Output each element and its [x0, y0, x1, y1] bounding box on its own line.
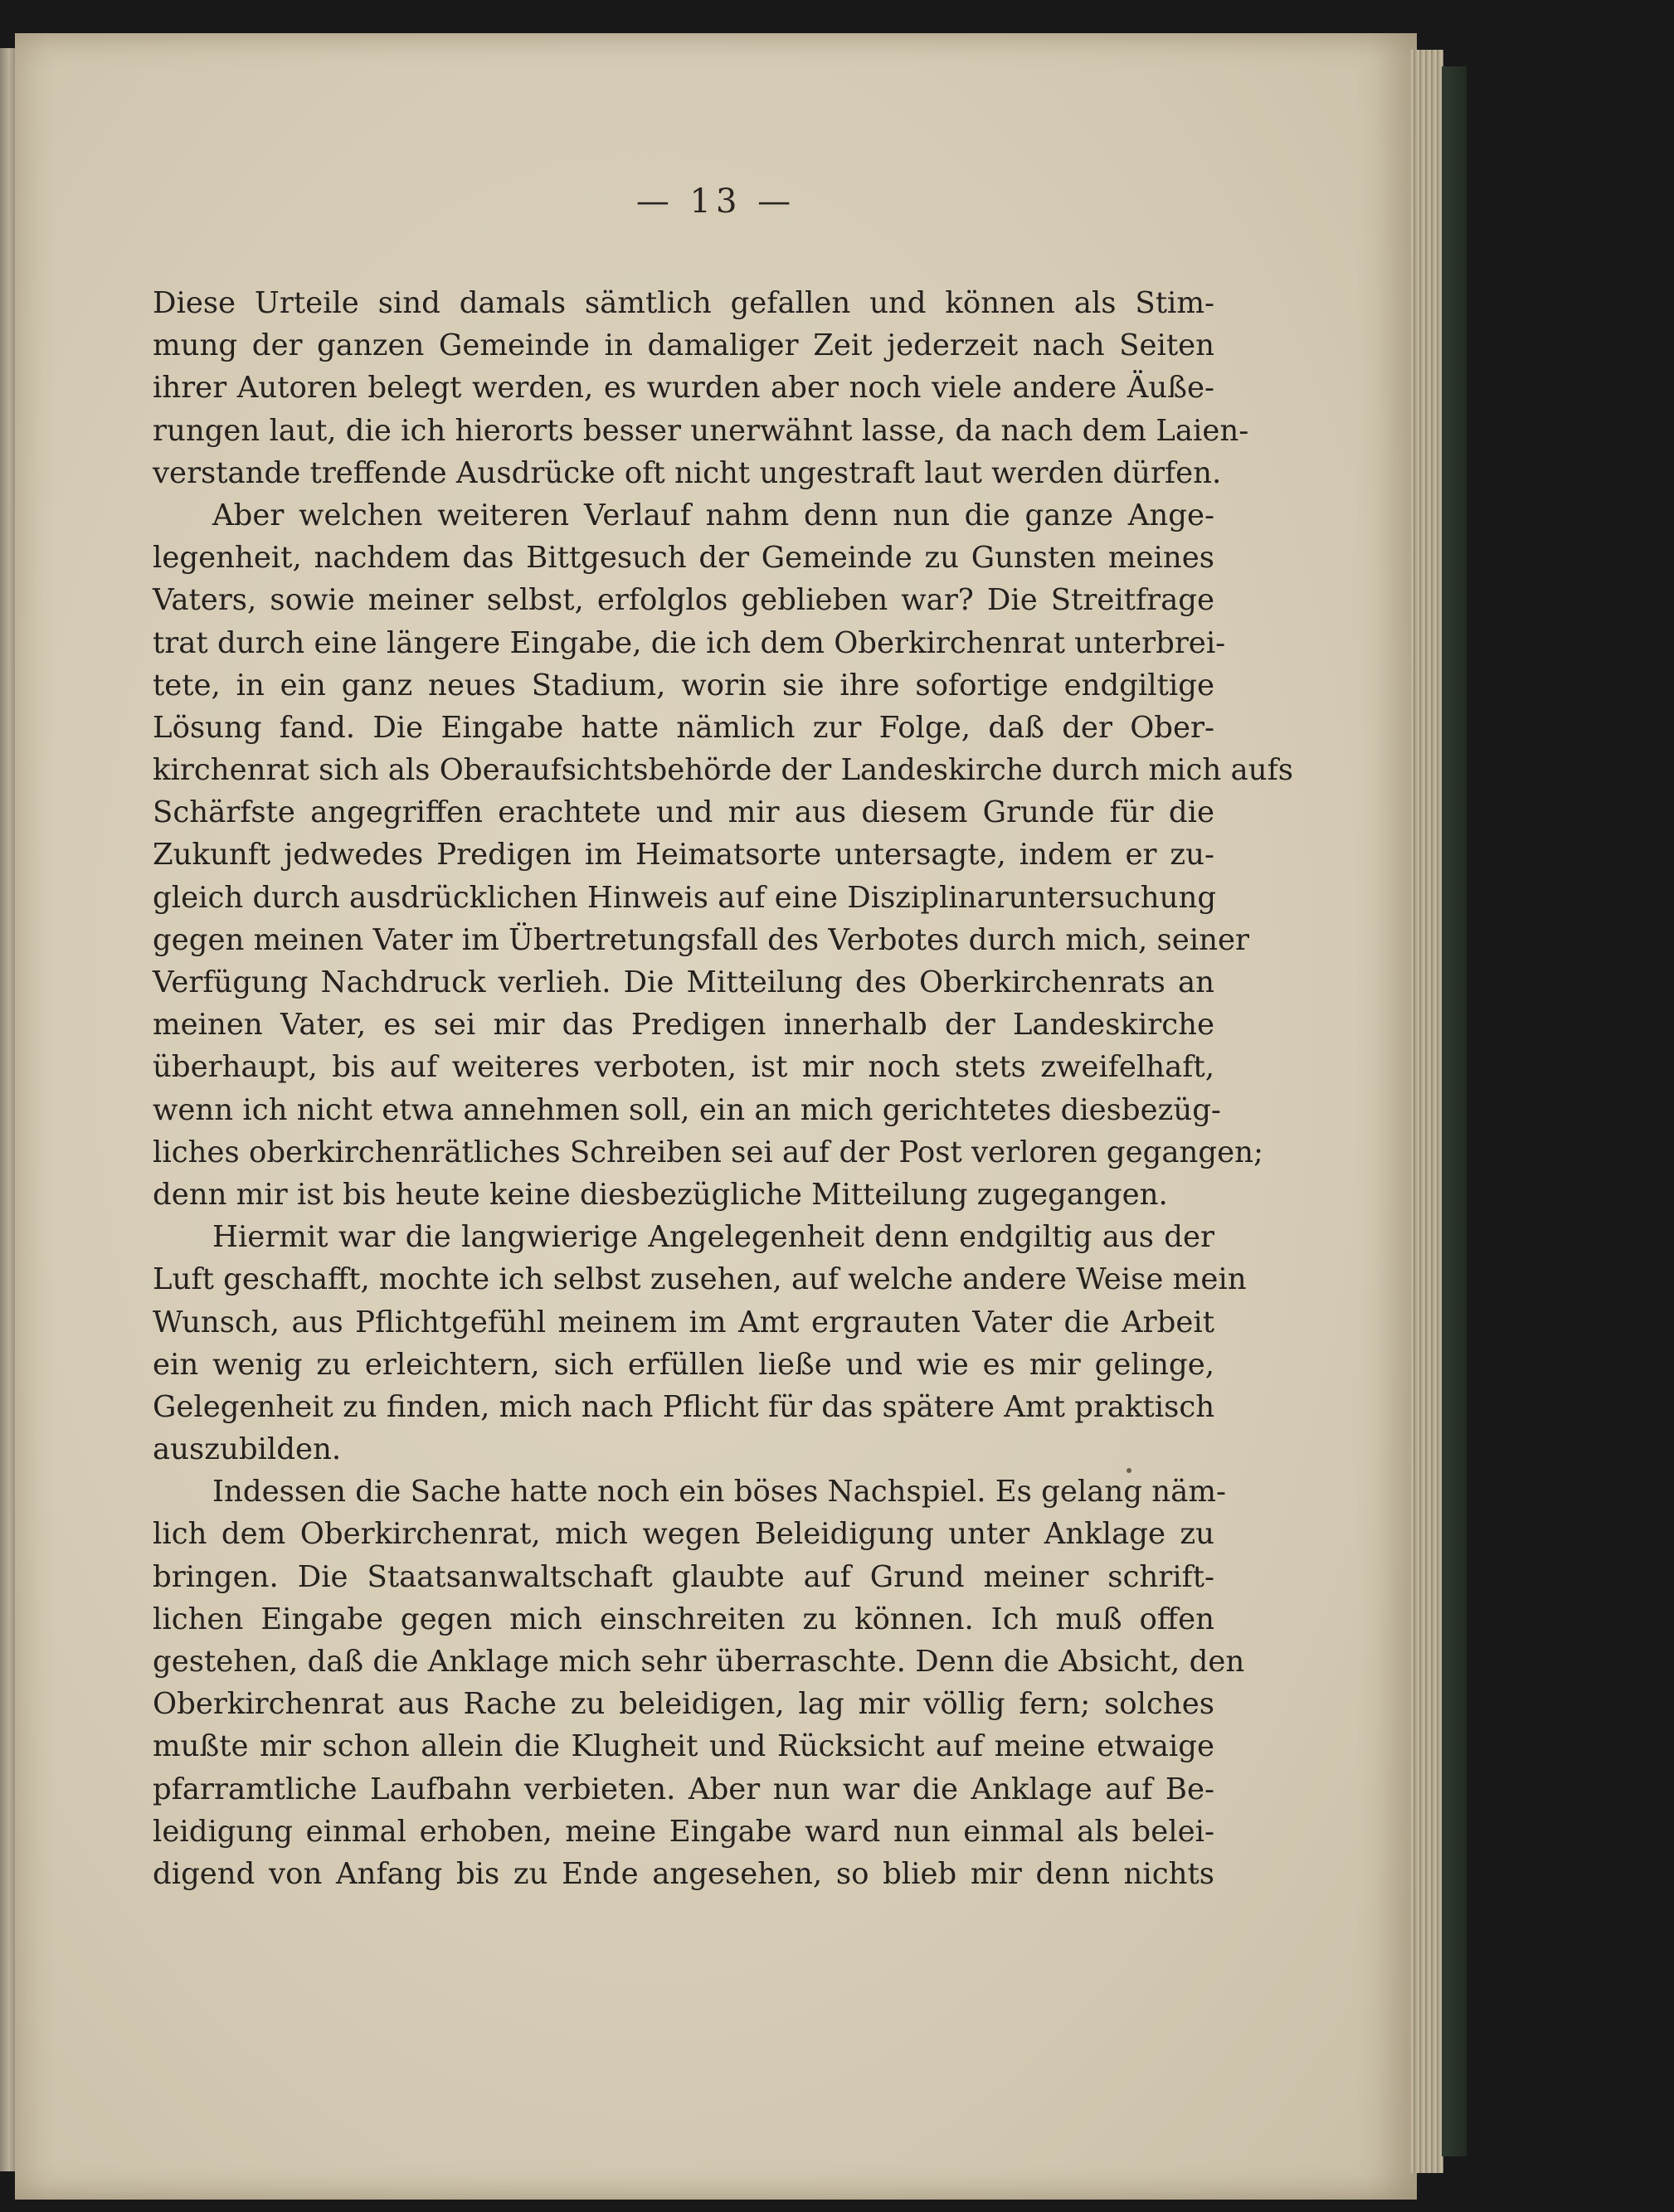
- text-line: bringen. Die Staatsanwaltschaft glaubte auf Grund meiner schrift-: [153, 1559, 1214, 1594]
- text-line: denn mir ist bis heute keine diesbezügliche Mitteilung zugegangen.: [153, 1177, 1168, 1212]
- text-line: gegen meinen Vater im Übertretungsfall des Verbotes durch mich, seiner: [153, 922, 1249, 957]
- text-line: ein wenig zu erleichtern, sich erfüllen ließe und wie es mir gelinge,: [153, 1347, 1214, 1382]
- text-line: gestehen, daß die Anklage mich sehr überraschte. Denn die Absicht, den: [153, 1645, 1245, 1679]
- text-line: digend von Anfang bis zu Ende angesehen, so blieb mir denn nichts: [153, 1856, 1214, 1891]
- text-line: leidigung einmal erhoben, meine Eingabe ward nun einmal als belei-: [153, 1814, 1214, 1849]
- text-line: gleich durch ausdrücklichen Hinweis auf eine Disziplinaruntersuchung: [153, 880, 1217, 915]
- text-line: Zukunft jedwedes Predigen im Heimatsorte untersagte, indem er zu-: [153, 838, 1214, 873]
- text-line: trat durch eine längere Eingabe, die ich dem Oberkirchenrat unterbrei-: [153, 625, 1226, 660]
- text-line: überhaupt, bis auf weiteres verboten, ist mir noch stets zweifelhaft,: [153, 1050, 1214, 1085]
- adjacent-page-edge: [0, 48, 15, 2171]
- text-line: Luft geschafft, mochte ich selbst zusehen, auf welche andere Weise mein: [153, 1262, 1247, 1297]
- book-page: [15, 33, 1417, 2200]
- text-line: kirchenrat sich als Oberaufsichtsbehörde der Landeskirche durch mich aufs: [153, 753, 1293, 788]
- text-line: tete, in ein ganz neues Stadium, worin sie ihre sofortige endgiltige: [153, 668, 1214, 702]
- text-line: Lösung fand. Die Eingabe hatte nämlich zur Folge, daß der Ober-: [153, 710, 1214, 745]
- text-line: Schärfste angegriffen erachtete und mir aus diesem Grunde für die: [153, 795, 1214, 830]
- ink-speck: [1127, 1468, 1131, 1473]
- text-line: Indessen die Sache hatte noch ein böses Nachspiel. Es gelang näm-: [212, 1475, 1226, 1510]
- text-line: pfarramtliche Laufbahn verbieten. Aber nun war die Anklage auf Be-: [153, 1772, 1214, 1806]
- text-line: Wunsch, aus Pflichtgefühl meinem im Amt ergrauten Vater die Arbeit: [153, 1305, 1214, 1339]
- text-line: mußte mir schon allein die Klugheit und Rücksicht auf meine etwaige: [153, 1729, 1214, 1764]
- text-line: wenn ich nicht etwa annehmen soll, ein an mich gerichtetes diesbezüg-: [153, 1092, 1221, 1127]
- book-cover-edge: [1442, 66, 1467, 2156]
- text-line: legenheit, nachdem das Bittgesuch der Gemeinde zu Gunsten meines: [153, 541, 1214, 576]
- text-line: Gelegenheit zu finden, mich nach Pflicht für das spätere Amt praktisch: [153, 1389, 1215, 1424]
- body-text: [153, 282, 1293, 1895]
- text-line: ihrer Autoren belegt werden, es wurden aber noch viele andere Äuße-: [153, 371, 1214, 406]
- text-line: Hiermit war die langwierige Angelegenheit denn endgiltig aus der: [212, 1220, 1214, 1255]
- page-stack-edge: [1410, 50, 1443, 2173]
- text-line: Verfügung Nachdruck verlieh. Die Mitteilung des Oberkirchenrats an: [153, 965, 1214, 999]
- text-line: lichen Eingabe gegen mich einschreiten zu können. Ich muß offen: [153, 1602, 1214, 1636]
- text-line: liches oberkirchenrätliches Schreiben sei auf der Post verloren gegangen;: [153, 1135, 1263, 1169]
- text-line: Vaters, sowie meiner selbst, erfolglos geblieben war? Die Streitfrage: [153, 583, 1214, 618]
- text-line: rungen laut, die ich hierorts besser unerwähnt lasse, da nach dem Laien-: [153, 413, 1249, 448]
- text-line: auszubilden.: [153, 1432, 342, 1467]
- text-line: mung der ganzen Gemeinde in damaliger Zeit jederzeit nach Seiten: [153, 328, 1214, 363]
- text-line: lich dem Oberkirchenrat, mich wegen Beleidigung unter Anklage zu: [153, 1517, 1214, 1552]
- text-line: Oberkirchenrat aus Rache zu beleidigen, lag mir völlig fern; solches: [153, 1687, 1214, 1722]
- text-line: Aber welchen weiteren Verlauf nahm denn nun die ganze Ange-: [212, 498, 1214, 532]
- text-line: Diese Urteile sind damals sämtlich gefallen und können als Stim-: [153, 286, 1214, 320]
- text-line: verstande treffende Ausdrücke oft nicht ungestraft laut werden dürfen.: [153, 455, 1222, 490]
- text-line: meinen Vater, es sei mir das Predigen innerhalb der Landeskirche: [153, 1008, 1214, 1043]
- page-number: — 13 —: [635, 182, 796, 221]
